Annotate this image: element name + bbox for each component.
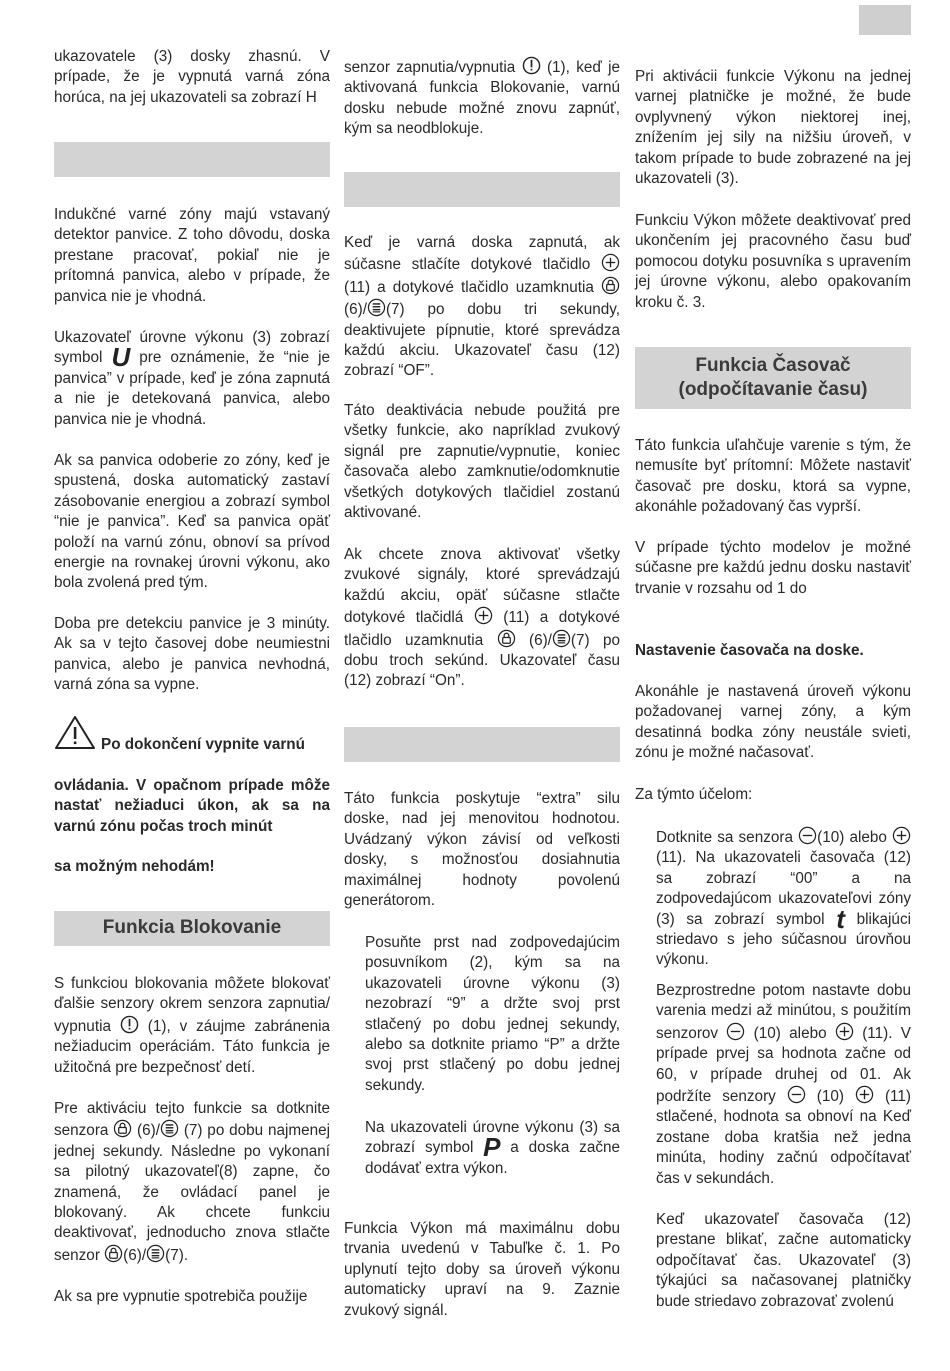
text: V prípade týchto modelov je možné súčasne pre každú jednu dosku nastaviť trvanie v rozsahu od 1 do [635,539,911,597]
text: Funkcia Výkon má maximálnu dobu trvania uvedenú v Tabuľke č. 1. Po uplynutí tejto doby sa úroveň výkonu automaticky upraví na 9. Zaznie zvukový signál. [344,1220,620,1319]
paragraph-beep [344,233,620,382]
text: (7) po dobu najmenej jednej sekundy. Následne po vykonaní sa pilotný ukazovateľ(8) zapne, čo znamená, že ovládací panel je blokovaný. Ak chcete funkciu deaktivovať, jednoducho znova stlačte senzor [54,1122,331,1264]
plus-icon [892,826,911,845]
paragraph-top [344,56,620,140]
text: (10) alebo [753,1024,827,1042]
text: Keď je varná doska zapnutá, ak súčasne stlačíte dotykové tlačidlo [344,234,620,274]
warning-line-3 [54,857,330,877]
text: Posuňte prst nad zodpovedajúcim posuvníkom (2), kým sa na ukazovateli úrovne výkonu (3) nezobrazí “9” a držte svoj prst stlačený po dobu jednej sekundy, alebo sa dotknite priamo “P” a držte svoj prst stlačený po dobu jednej sekundy. [365,934,620,1094]
paragraph-detection-time [54,614,330,696]
section-title-timer [635,347,911,409]
text: (11) a dotykové tlačidlo uzamknutia [344,609,620,649]
heading-timer-setting [635,641,911,661]
text: Pre aktiváciu tejto funkcie sa dotknite senzora [54,1100,330,1140]
section-bar-detection [54,142,330,177]
minus-icon [726,1022,745,1041]
section-bar-sound [344,172,620,207]
text: Bezprostredne potom nastavte dobu varenia medzi až minútou, s použitím senzorov [656,982,911,1042]
paragraph [54,47,330,108]
text: (11) a dotykové tlačidlo uzamknutia [344,278,594,296]
text: (1), keď je aktivovaná funkcia Blokovanie, varnú dosku nebude možné znovu zapnúť, kým sa neodblokuje. [344,59,621,138]
step-1 [635,826,911,971]
paragraph-symbol [54,328,330,430]
text: Keď zostane doba kratšia než jedna minúta, hodiny začnú odpočítavať čas v sekundách. [656,1108,911,1187]
text: Doba pre detekciu panvice je 3 minúty. Ak sa v tejto časovej dobe neumiestni panvica, alebo je panvica nevhodná, varná zóna sa vypne. [54,615,330,694]
paragraph-removed [54,451,330,594]
warning-line-2 [54,776,330,837]
paragraph-models [635,538,911,599]
paragraph-once [635,682,911,764]
plus-icon [601,253,620,272]
paragraph-limit [635,67,911,189]
lock-icon [104,1244,123,1263]
text: Ukazovateľ úrovne výkonu (3) zobrazí symbol [54,329,330,367]
lock-icon [113,1119,132,1138]
text: (7) po dobu tri sekundy, deaktivujete pípnutie, ktoré sprevádza každú akciu. Ukazovateľ času (12) zobrazí “OF”. [344,301,620,380]
power-icon [522,56,541,75]
text: Po dokončení vypnite varnú [101,736,305,753]
text: Nastavenie časovača na doske. [635,642,864,659]
warning-line-1 [101,735,330,755]
paragraph-reactivate [344,545,620,692]
text: sa možným nehodám! [54,858,215,875]
text: Táto deaktivácia nebude použitá pre všetky funkcie, ako napríklad zvukový signál pre zapnutie/vypnutie, koniec časovača alebo zamknutie/odomknutie všetkých dotykových tlačidiel zostanú aktivované. [344,402,620,522]
warning-icon [54,714,102,750]
paragraph-p-symbol [344,1118,620,1179]
step-2 [635,981,911,1189]
paragraph-deactivate [635,211,911,313]
text: (10) alebo [817,829,887,846]
text: senzor zapnutia/vypnutia [344,59,516,76]
text: (10) [816,1088,844,1106]
text: Akonáhle je nastavená úroveň výkonu požadovanej varnej zóny, a kým desatinná bodka zóny neustále svieti, zónu je možné načasovať. [635,683,911,762]
text: Za týmto účelom: [635,786,753,803]
lock-icon [601,276,620,295]
plus-icon [835,1022,854,1041]
page-tab [859,5,911,35]
text: Pri aktivácii funkcie Výkonu na jednej varnej platničke je možné, že bude ovplyvnený výkon niektorej inej, znížením jej sily na nižšiu úroveň, v takom prípade to bude zobrazené na jej ukazovateli (3). [635,68,911,188]
text: (6)/ [528,631,552,649]
text: Funkciu Výkon môžete deaktivovať pred ukončením jej pracovného času buď pomocou dotyku posuvníka s upravením jej úrovne výkonu, alebo opakovaním kroku č. 3. [635,212,911,311]
paragraph-extra [344,789,620,911]
text: (6)/ [123,1246,147,1264]
section-bar-power [344,727,620,762]
text: ukazovatele (3) dosky zhasnú. V prípade, že je vypnutá varná zóna horúca, na jej ukazovateli sa zobrazí H [54,48,330,106]
menu-icon [160,1119,179,1138]
paragraph-lock [54,974,330,1078]
text: S funkciou blokovania môžete blokovať ďalšie senzory okrem senzora zapnutia/ vypnutia [54,975,330,1035]
text: Na ukazovateli úrovne výkonu (3) sa zobrazí symbol [365,1119,620,1157]
paragraph-timer [635,436,911,518]
power-icon [120,1015,139,1034]
text: (6)/ [344,301,367,319]
paragraph-purpose [635,785,911,805]
text: Keď ukazovateľ časovača (12) prestane blikať, začne automaticky odpočítavať čas. Ukazovateľ (3) týkajúci sa načasovanej platničky bude striedavo zobrazovať zvolenú [656,1211,911,1310]
paragraph-duration [344,1219,620,1321]
minus-icon [787,1085,806,1104]
text: (7). [165,1246,189,1264]
text: pre oznámenie, že “nie je panvica” v prípade, keď je zóna zapnutá a nie je detekovaná panvica, alebo panvica nie je vhodná. [54,349,330,428]
text: (1), v záujme zabránenia nežiaducim operáciám. Táto funkcia je užitočná pre bezpečnosť detí. [54,1017,331,1076]
text: blikajúci striedavo s jeho súčasnou úrovňou výkonu. [656,910,911,969]
paragraph-detector [54,205,330,307]
text: Indukčné varné zóny majú vstavaný detektor panvice. Z toho dôvodu, doska prestane pracovať, pokiaľ nie je prítomná panvica, alebo v prípade, že panvica nie je vhodná. [54,206,330,305]
text: (6)/ [137,1122,160,1140]
menu-icon [552,629,571,648]
plus-icon [474,606,493,625]
text: Táto funkcia uľahčuje varenie s tým, že nemusíte byť prítomní: Môžete nastaviť časovač pre dosku, ktorá sa vypne, akonáhle požadovaný čas vyprší. [635,437,911,516]
paragraph-off [54,1287,330,1307]
plus-icon [855,1085,874,1104]
power-p-symbol: P [483,1132,501,1163]
text: (11). Na ukazovateli časovača (12) sa zobrazí “00” a na zodpovedajúcom ukazovateľovi zóny (3) sa zobrazí symbol [656,849,911,928]
paragraph-not-used [344,401,620,523]
text: Ak chcete znova aktivovať všetky zvukové signály, ktoré sprevádzajú každú akciu, opäť súčasne stlačte dotykové tlačidlá [344,546,620,627]
section-title-lock: Funkcia Blokovanie [54,911,330,946]
paragraph-activate [54,1099,330,1266]
text: (7) po dobu troch sekúnd. Ukazovateľ času (12) zobrazí “On”. [344,631,621,690]
section-title-line: Funkcia Časovač [695,355,851,376]
paragraph-slide [344,933,620,1096]
timer-t-symbol: t [836,903,845,934]
text: Ak sa panvica odoberie zo zóny, keď je spustená, doska automatický zastaví zásobovanie energiou a zobrazí symbol “nie je panvica”. Keď sa panvica opäť položí na varnú zónu, obnoví sa prívod energie na rovnakej úrovni výkonu, ako bola zvolená pred tým. [54,452,330,592]
no-pan-symbol: U [111,342,131,373]
step-3 [635,1210,911,1312]
text: Táto funkcia poskytuje “extra” silu doske, nad jej menovitou hodnotou. Uvádzaný výkon závisí od veľkosti dosky, s možnosťou dosiahnutia maximálnej hodnoty povolenú generátorom. [344,790,620,910]
lock-icon [497,629,516,648]
minus-icon [798,826,817,845]
menu-icon [146,1244,165,1263]
text: Ak sa pre vypnutie spotrebiča použije [54,1288,308,1305]
text: (11) stlačené, hodnota sa obnoví na [656,1088,912,1126]
text: Dotknite sa senzora [656,829,793,846]
text: a doska začne dodávať extra výkon. [365,1139,620,1177]
text: ovládania. V opačnom prípade môže nastať nežiaduci úkon, ak sa na varnú zónu počas troch minút [54,777,330,835]
section-title-line: (odpočítavanie času) [678,379,868,400]
menu-icon [367,298,386,317]
text: (11). V prípade prvej sa hodnota začne od 60, v prípade druhej od 01. Ak podržíte senzory [656,1024,912,1106]
